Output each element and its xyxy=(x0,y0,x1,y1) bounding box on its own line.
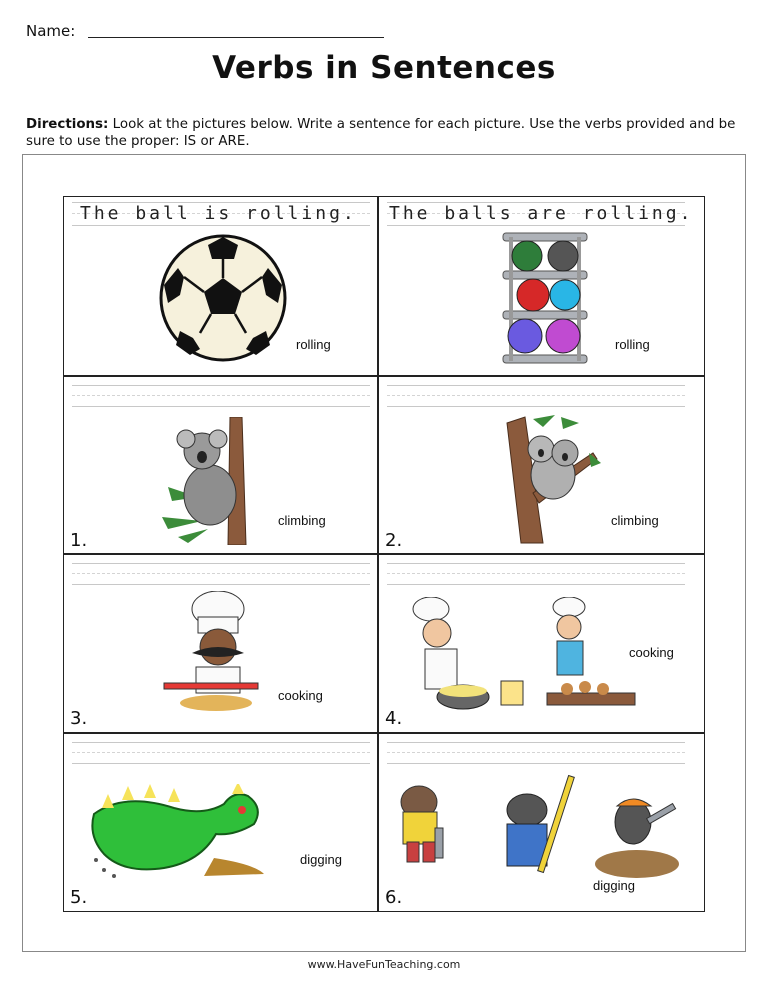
example-sentence: The ball is rolling. xyxy=(80,203,357,224)
koala-climbing-icon xyxy=(158,417,268,545)
chefs-cooking-icon xyxy=(407,597,639,721)
footer-url: www.HaveFunTeaching.com xyxy=(307,958,461,971)
verb-label: digging xyxy=(300,852,342,867)
verb-label: climbing xyxy=(278,513,326,528)
verb-label: rolling xyxy=(615,337,650,352)
exercise-cell-example-1 xyxy=(64,197,378,375)
name-label: Name: xyxy=(26,22,76,40)
exercise-number: 1. xyxy=(70,530,88,551)
exercise-cell-3 xyxy=(64,555,378,733)
chef-cooking-icon xyxy=(156,591,266,717)
moles-digging-icon xyxy=(389,772,685,884)
exercise-cell-1 xyxy=(64,377,378,555)
verb-label: climbing xyxy=(611,513,659,528)
exercise-number: 3. xyxy=(70,708,88,729)
exercise-cell-4 xyxy=(379,555,693,733)
verb-label: cooking xyxy=(278,688,323,703)
exercise-number: 2. xyxy=(385,530,403,551)
exercise-cell-6 xyxy=(379,734,693,912)
verb-label: digging xyxy=(593,878,635,893)
directions xyxy=(26,116,746,150)
bowling-balls-rack-icon xyxy=(495,227,595,369)
name-write-line[interactable] xyxy=(88,37,384,38)
example-sentence: The balls are rolling. xyxy=(389,203,694,224)
directions-label: Directions: xyxy=(26,117,109,132)
exercise-number: 6. xyxy=(385,887,403,908)
verb-label: rolling xyxy=(296,337,331,352)
koalas-climbing-icon xyxy=(503,413,603,547)
exercise-number: 4. xyxy=(385,708,403,729)
exercise-cell-5 xyxy=(64,734,378,912)
verb-label: cooking xyxy=(629,645,674,660)
exercise-cell-2 xyxy=(379,377,693,555)
dragon-digging-icon xyxy=(84,784,270,884)
page-title: Verbs in Sentences xyxy=(212,50,556,86)
exercise-cell-example-2 xyxy=(379,197,693,375)
soccer-ball-icon xyxy=(158,233,288,363)
directions-text: Look at the pictures below. Write a sentence for each picture. Use the verbs provided and be sure to use the proper: IS or ARE. xyxy=(26,117,736,149)
exercise-number: 5. xyxy=(70,887,88,908)
